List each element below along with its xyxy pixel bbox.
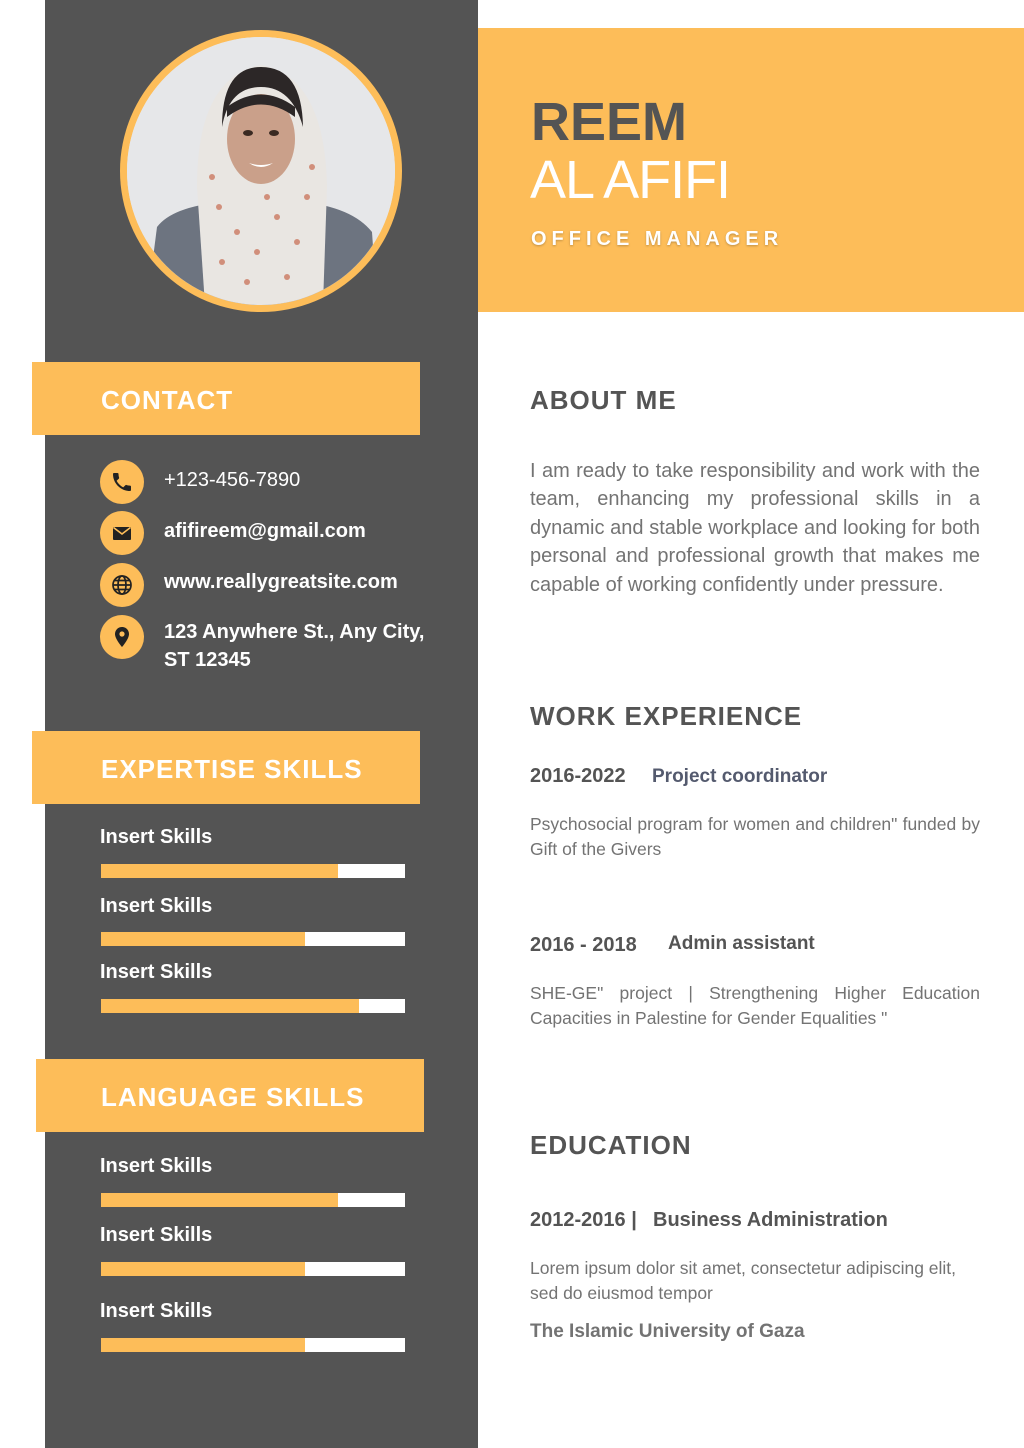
work-dates: 2016 - 2018: [530, 934, 637, 956]
expertise-skill-bar: [101, 932, 405, 946]
language-banner: [36, 1059, 424, 1132]
work-dates: 2016-2022: [530, 765, 626, 787]
education-dates: 2012-2016 |: [530, 1209, 637, 1231]
phone-number[interactable]: +123-456-7890: [164, 469, 301, 491]
address-line-2: ST 12345: [164, 649, 251, 671]
profile-photo: [127, 37, 395, 305]
expertise-skill-bar: [101, 999, 405, 1013]
expertise-banner: [32, 731, 420, 804]
contact-banner: [32, 362, 420, 435]
expertise-skill-label: Insert Skills: [100, 961, 213, 983]
language-skill-bar: [101, 1262, 405, 1276]
language-skill-bar: [101, 1338, 405, 1352]
website-url[interactable]: www.reallygreatsite.com: [164, 571, 398, 593]
work-role: Admin assistant: [668, 933, 815, 954]
portrait-image: [127, 37, 395, 305]
expertise-skill-fill: [101, 932, 305, 946]
job-title: OFFICE MANAGER: [531, 228, 784, 250]
expertise-skill-fill: [101, 864, 338, 878]
mail-icon: [100, 511, 144, 555]
expertise-skill-label: Insert Skills: [100, 895, 213, 917]
language-skill-bar: [101, 1193, 405, 1207]
work-description: Psychosocial program for women and children" funded by Gift of the Givers: [530, 814, 980, 859]
language-skill-fill: [101, 1193, 338, 1207]
expertise-skill-fill: [101, 999, 359, 1013]
name-header: [478, 28, 1024, 312]
language-skill-label: Insert Skills: [100, 1300, 213, 1322]
education-description: Lorem ipsum dolor sit amet, consectetur adipiscing elit, sed do eiusmod tempor: [530, 1258, 957, 1303]
first-name: REEM: [531, 92, 688, 152]
phone-icon: [100, 460, 144, 504]
contact-heading: CONTACT: [101, 385, 234, 415]
address-line-1: 123 Anywhere St., Any City,: [164, 621, 425, 643]
about-heading: ABOUT ME: [530, 385, 677, 415]
profile-photo-ring: [120, 30, 402, 312]
globe-icon: [100, 563, 144, 607]
education-degree: Business Administration: [653, 1209, 888, 1231]
language-skill-label: Insert Skills: [100, 1224, 213, 1246]
location-pin-icon: [100, 615, 144, 659]
work-description: SHE-GE" project | Strengthening Higher Education Capacities in Palestine for Gender Equalities ": [530, 983, 980, 1028]
work-heading: WORK EXPERIENCE: [530, 701, 803, 731]
language-skill-label: Insert Skills: [100, 1155, 213, 1177]
education-heading: EDUCATION: [530, 1130, 692, 1160]
expertise-skill-bar: [101, 864, 405, 878]
language-heading: LANGUAGE SKILLS: [101, 1082, 365, 1112]
education-school: The Islamic University of Gaza: [530, 1321, 805, 1342]
expertise-skill-label: Insert Skills: [100, 826, 213, 848]
language-skill-fill: [101, 1338, 305, 1352]
email-address[interactable]: afifireem@gmail.com: [164, 520, 366, 542]
about-text: I am ready to take responsibility and work with the team, enhancing my professional skills in a dynamic and stable workplace and looking for both personal and professional growth that makes me capable of working confidently under pressure.: [530, 460, 980, 596]
work-role: Project coordinator: [652, 766, 828, 787]
expertise-heading: EXPERTISE SKILLS: [101, 754, 363, 784]
last-name: AL AFIFI: [530, 150, 731, 210]
language-skill-fill: [101, 1262, 305, 1276]
